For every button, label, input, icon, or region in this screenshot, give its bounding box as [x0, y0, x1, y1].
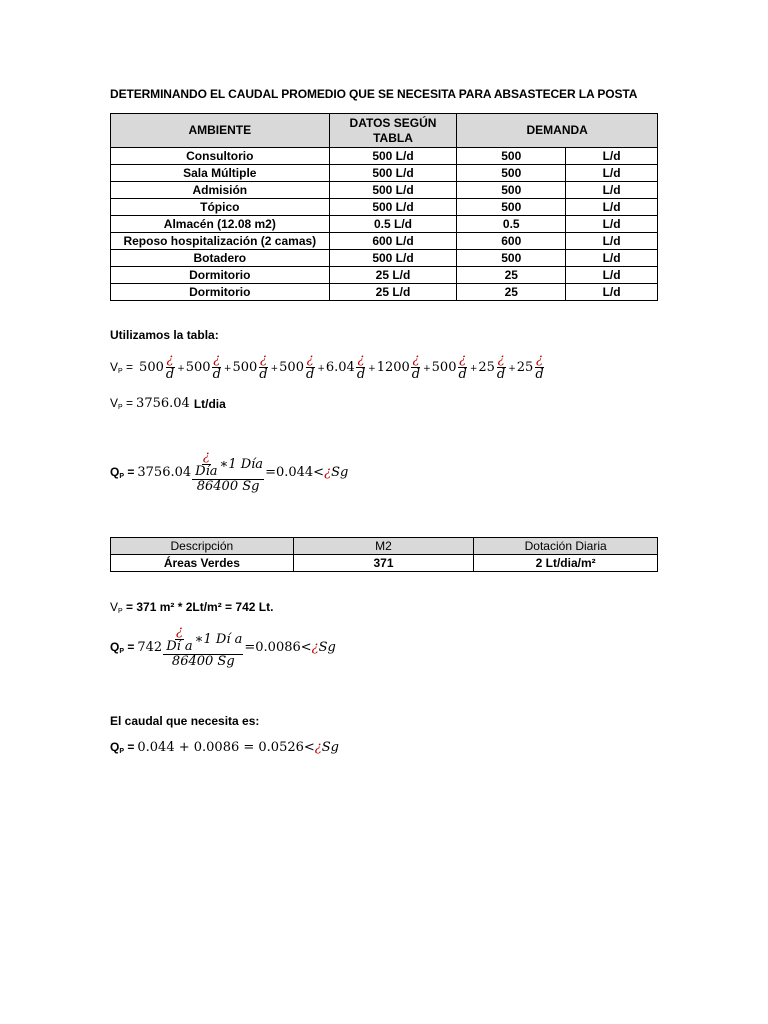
- header-ambiente: AMBIENTE: [111, 114, 330, 148]
- vp-equation: [110, 353, 546, 382]
- plus-sign: +: [223, 364, 232, 374]
- table-row: [111, 233, 658, 250]
- vp-label: $V_P$ =: [110, 360, 134, 375]
- sum-term: 6.04: [325, 360, 355, 375]
- sum-term: 25: [516, 360, 534, 375]
- header-datos: DATOS SEGÚN TABLA: [329, 114, 457, 148]
- unit-fraction: $\frac{¿}{d}$: [305, 352, 315, 382]
- table-cell: L/d: [566, 250, 658, 267]
- demand-table: [110, 113, 658, 301]
- table-cell: 600 L/d: [329, 233, 457, 250]
- table-cell: 500 L/d: [329, 250, 457, 267]
- plus-sign: +: [317, 364, 325, 374]
- plus-sign: +: [270, 364, 279, 374]
- sum-term: 500: [185, 360, 211, 375]
- qp2-result: =0.0086<: [244, 639, 312, 655]
- table-cell: L/d: [566, 148, 658, 165]
- qp-equation-1: $Q_P$ = 3756.04 $\frac{¿}{\text{Día}}$ ∗1 Día 86400 Sg =0.044< ¿ Sg: [110, 449, 349, 494]
- section3-intro: El caudal que necesita es:: [110, 714, 260, 728]
- sum-term: 1200: [376, 360, 410, 375]
- table-row: [111, 267, 658, 284]
- table-cell: 25: [457, 284, 566, 301]
- qp1-fraction: $\frac{¿}{\text{Día}}$ ∗1 Día 86400 Sg: [192, 450, 264, 494]
- table-cell: Tópico: [111, 199, 330, 216]
- plus-sign: +: [423, 364, 431, 374]
- table-cell: 25 L/d: [329, 267, 457, 284]
- table-cell: 25 L/d: [329, 284, 457, 301]
- plus-sign: +: [368, 364, 376, 374]
- unit-fraction: $\frac{¿}{d}$: [496, 352, 506, 382]
- table-cell: 500 L/d: [329, 148, 457, 165]
- table-cell: 500: [457, 199, 566, 216]
- table-row: [111, 199, 658, 216]
- vp-result: $V_P$ = 3756.04 Lt/dia: [110, 396, 226, 411]
- table-cell: Sala Múltiple: [111, 165, 330, 182]
- qp1-result: =0.044<: [265, 464, 325, 480]
- qp-total: $Q_P$ = 0.044 + 0.0086 = 0.0526< ¿ Sg: [110, 740, 339, 755]
- sum-term: 500: [431, 360, 457, 375]
- table-cell: Reposo hospitalización (2 camas): [111, 233, 330, 250]
- table-cell: 500 L/d: [329, 199, 457, 216]
- table-cell: L/d: [566, 165, 658, 182]
- page-heading: DETERMINANDO EL CAUDAL PROMEDIO QUE SE NECESITA PARA ABSASTECER LA POSTA: [110, 87, 638, 101]
- table-cell: Consultorio: [111, 148, 330, 165]
- table-cell: Admisión: [111, 182, 330, 199]
- sum-term: 500: [279, 360, 304, 375]
- table-cell: 500 L/d: [329, 182, 457, 199]
- unit-fraction: $\frac{¿}{d}$: [165, 352, 175, 382]
- green-area-table: [110, 537, 658, 572]
- unit-fraction: $\frac{¿}{d}$: [212, 352, 221, 382]
- table-cell: L/d: [566, 284, 658, 301]
- table-cell: 25: [457, 267, 566, 284]
- sum-term: 25: [478, 360, 495, 375]
- table-cell: L/d: [566, 216, 658, 233]
- table-cell: 500: [457, 165, 566, 182]
- unit-fraction: $\frac{¿}{d}$: [356, 352, 366, 382]
- qp2-fraction: $\frac{¿}{\text{Dí a}}$ ∗1 Dí a 86400 Sg: [163, 625, 243, 669]
- table-cell: L/d: [566, 182, 658, 199]
- unit-fraction: $\frac{¿}{d}$: [458, 352, 467, 382]
- section1-intro: Utilizamos la tabla:: [110, 328, 219, 342]
- vp-result-value: 3756.04: [136, 396, 190, 411]
- table-row: [111, 165, 658, 182]
- header-descripcion: Descripción: [111, 538, 294, 555]
- qp-total-expr: 0.044 + 0.0086 = 0.0526<: [137, 740, 315, 755]
- table-row: Áreas Verdes 371 2 Lt/dia/m²: [111, 555, 658, 572]
- plus-sign: +: [177, 364, 185, 374]
- table-cell: L/d: [566, 233, 658, 250]
- sum-term: 500: [232, 360, 258, 375]
- header-m2: M2: [293, 538, 474, 555]
- qp-equation-2: $Q_P$ = 742 $\frac{¿}{\text{Dí a}}$ ∗1 Dí a 86400 Sg =0.0086< ¿ Sg: [110, 624, 336, 669]
- header-demanda: DEMANDA: [457, 114, 658, 148]
- vp2-line: $V_P = 371$ m² * 2Lt/m² = 742 Lt.: [110, 600, 274, 615]
- table-row: [111, 284, 658, 301]
- table-cell: 600: [457, 233, 566, 250]
- header-dotacion: Dotación Diaria: [474, 538, 658, 555]
- table-cell: L/d: [566, 267, 658, 284]
- table-row: [111, 216, 658, 233]
- table-row: [111, 148, 658, 165]
- sum-term: 500: [139, 360, 164, 375]
- unit-fraction: $\frac{¿}{d}$: [411, 352, 421, 382]
- plus-sign: +: [469, 364, 478, 374]
- table-row: [111, 182, 658, 199]
- plus-sign: +: [508, 364, 516, 374]
- vp-sum: [139, 353, 546, 382]
- table-cell: 0.5 L/d: [329, 216, 457, 233]
- qp2-coef: 742: [137, 639, 163, 655]
- table-cell: Botadero: [111, 250, 330, 267]
- vp-result-unit: Lt/dia: [193, 396, 226, 411]
- unit-fraction: $\frac{¿}{d}$: [535, 352, 544, 382]
- table-cell: 500: [457, 250, 566, 267]
- table-cell: Dormitorio: [111, 284, 330, 301]
- table-cell: Dormitorio: [111, 267, 330, 284]
- table-cell: 500 L/d: [329, 165, 457, 182]
- table-row: [111, 250, 658, 267]
- table-cell: L/d: [566, 199, 658, 216]
- table-cell: 500: [457, 182, 566, 199]
- unit-fraction: $\frac{¿}{d}$: [259, 352, 268, 382]
- qp1-coef: 3756.04: [137, 464, 192, 480]
- table-cell: Almacén (12.08 m2): [111, 216, 330, 233]
- table-cell: 0.5: [457, 216, 566, 233]
- table-cell: 500: [457, 148, 566, 165]
